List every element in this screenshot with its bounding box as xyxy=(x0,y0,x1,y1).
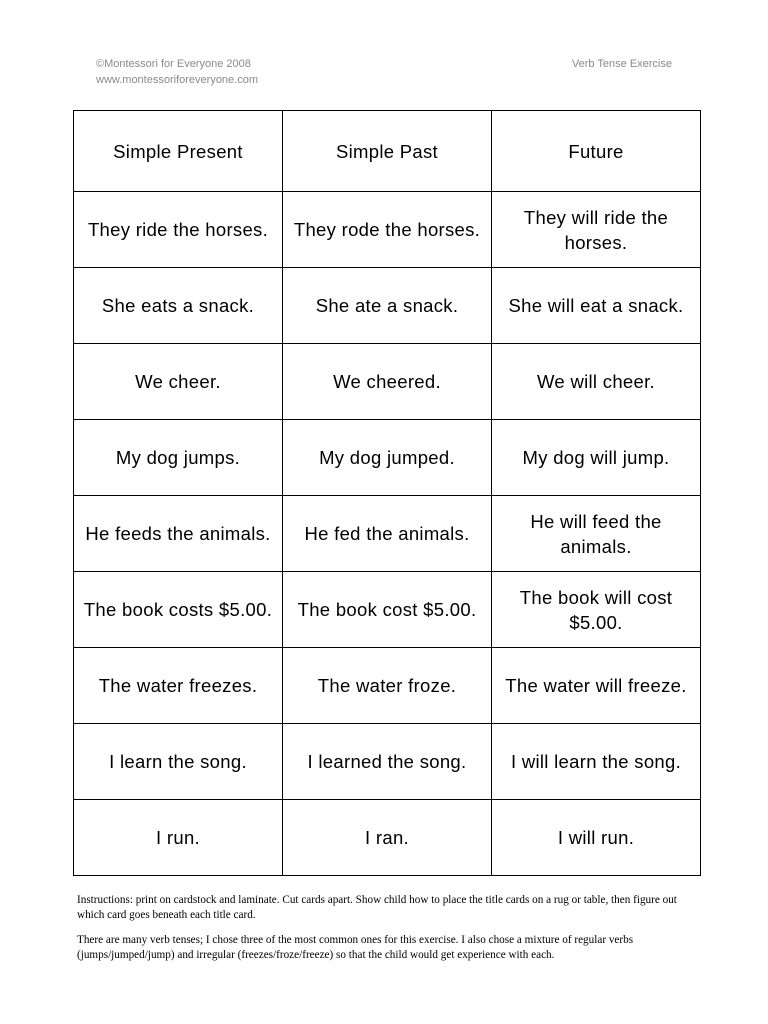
sentence-card-present: They ride the horses. xyxy=(74,192,283,268)
sentence-card-future: My dog will jump. xyxy=(492,420,701,496)
notes-paragraph: There are many verb tenses; I chose three of the most common ones for this exercise. I also chose a mixture of regular verbs (jumps/jumped/jump) and irregular (freezes/froze/freeze) so that the child would get experience with each. xyxy=(77,934,634,961)
sentence-card-future: The book will cost $5.00. xyxy=(492,572,701,648)
sentence-card-present: She eats a snack. xyxy=(74,268,283,344)
sentence-card-future: I will run. xyxy=(492,800,701,876)
card-table-body xyxy=(74,111,701,876)
sentence-card-present: I run. xyxy=(74,800,283,876)
sentence-card-past: I ran. xyxy=(283,800,492,876)
sentence-card-present: My dog jumps. xyxy=(74,420,283,496)
card-row xyxy=(74,268,701,344)
card-row xyxy=(74,572,701,648)
sentence-card-past: He fed the animals. xyxy=(283,496,492,572)
title-card-simple-past: Simple Past xyxy=(283,111,492,192)
title-card-simple-present: Simple Present xyxy=(74,111,283,192)
sentence-card-past: They rode the horses. xyxy=(283,192,492,268)
sentence-card-past: The book cost $5.00. xyxy=(283,572,492,648)
card-row xyxy=(74,420,701,496)
instructions-block xyxy=(77,893,707,973)
verb-tense-card-table xyxy=(73,110,701,876)
card-row xyxy=(74,648,701,724)
sentence-card-present: I learn the song. xyxy=(74,724,283,800)
sentence-card-present: The water freezes. xyxy=(74,648,283,724)
card-row xyxy=(74,724,701,800)
title-card-row xyxy=(74,111,701,192)
card-row xyxy=(74,192,701,268)
card-row xyxy=(74,344,701,420)
sentence-card-future: They will ride the horses. xyxy=(492,192,701,268)
website-url: www.montessoriforeveryone.com xyxy=(96,74,259,86)
sentence-card-future: I will learn the song. xyxy=(492,724,701,800)
sentence-card-future: He will feed the animals. xyxy=(492,496,701,572)
title-card-future: Future xyxy=(492,111,701,192)
sentence-card-past: My dog jumped. xyxy=(283,420,492,496)
page-header-left xyxy=(96,56,258,88)
sentence-card-past: The water froze. xyxy=(283,648,492,724)
page-title: Verb Tense Exercise xyxy=(571,58,672,70)
card-row xyxy=(74,496,701,572)
card-row xyxy=(74,800,701,876)
copyright-text: ©Montessori for Everyone 2008 xyxy=(96,58,251,70)
sentence-card-present: We cheer. xyxy=(74,344,283,420)
sentence-card-future: She will eat a snack. xyxy=(492,268,701,344)
sentence-card-future: We will cheer. xyxy=(492,344,701,420)
sentence-card-past: She ate a snack. xyxy=(283,268,492,344)
sentence-card-future: The water will freeze. xyxy=(492,648,701,724)
sentence-card-past: We cheered. xyxy=(283,344,492,420)
sentence-card-present: The book costs $5.00. xyxy=(74,572,283,648)
sentence-card-past: I learned the song. xyxy=(283,724,492,800)
instructions-paragraph: Instructions: print on cardstock and laminate. Cut cards apart. Show child how to place the title cards on a rug or table, then figure out which card goes beneath each title card. xyxy=(77,894,677,921)
sentence-card-present: He feeds the animals. xyxy=(74,496,283,572)
